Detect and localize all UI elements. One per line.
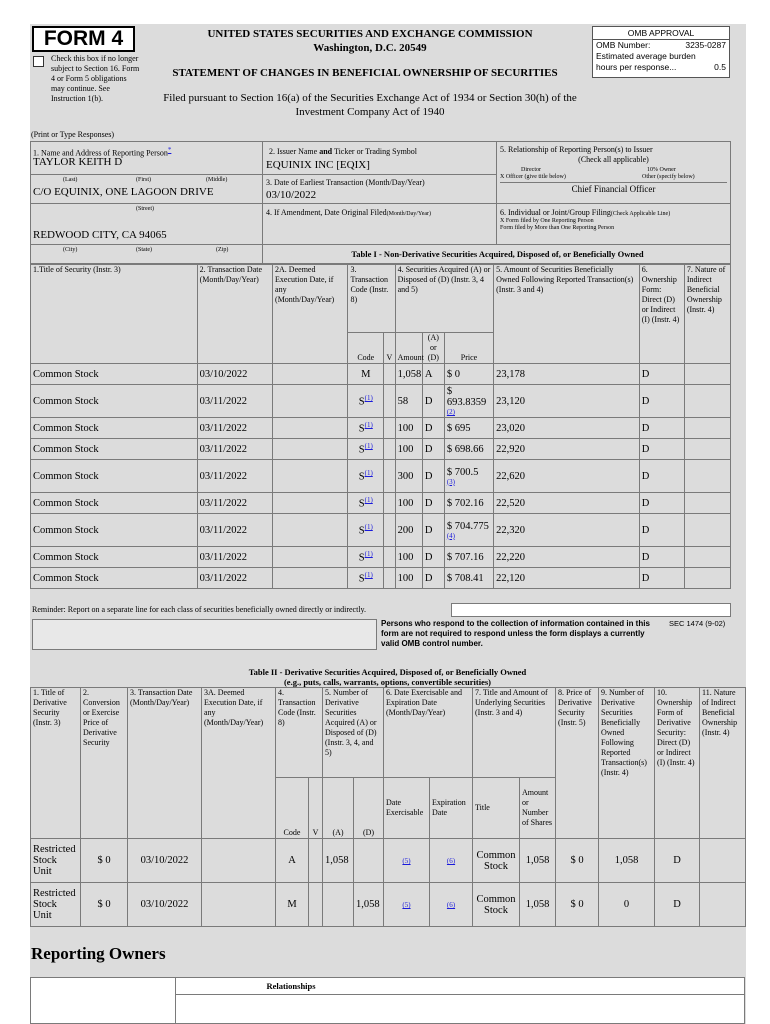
t1-security-title: Common Stock (31, 493, 198, 514)
t1-ad: D (422, 514, 444, 547)
issuer-name: EQUINIX INC [EQIX] (266, 159, 370, 171)
t2-sub-exercisable: Date Exercisable (384, 778, 430, 839)
t2-underlying-amount: 1,058 (520, 883, 556, 927)
t1-sub-price: Price (444, 333, 493, 364)
t1-owned: 22,920 (494, 439, 640, 460)
t2-conversion-price: $ 0 (81, 839, 128, 883)
t1-deemed-date (273, 568, 348, 589)
t1-sub-code: Code (348, 333, 384, 364)
t2-security-title: Restricted Stock Unit (31, 883, 81, 927)
t1-nature (684, 385, 730, 418)
t1-owned: 22,220 (494, 547, 640, 568)
table1-non-derivative (30, 264, 731, 589)
ten-percent-owner-option[interactable]: 10% Owner (647, 167, 676, 173)
t1-price: $ 700.5 (446, 466, 479, 478)
t1-code-footnote[interactable]: (1) (364, 571, 373, 580)
t1-v (384, 385, 396, 418)
t1-nature (684, 439, 730, 460)
t1-code: S (358, 471, 365, 483)
t1-amount: 200 (395, 514, 422, 547)
reporting-owners-title: Reporting Owners (31, 944, 166, 963)
t1-nature (684, 364, 730, 385)
t1-code: S (358, 525, 365, 537)
box-reporting-person-address (30, 174, 263, 204)
amendment-label-small: (Month/Day/Year) (386, 211, 432, 217)
t2-v (309, 839, 323, 883)
t1-date: 03/10/2022 (197, 364, 272, 385)
t1-price-cell (444, 493, 493, 514)
filing-more-persons[interactable]: Form filed by More than One Reporting Person (500, 225, 615, 231)
t2-security-title: Restricted Stock Unit (31, 839, 81, 883)
t1-deemed-date (273, 418, 348, 439)
table1-title: Table I - Non-Derivative Securities Acquired, Disposed of, or Beneficially Owned (351, 249, 644, 259)
t1-ad: D (422, 547, 444, 568)
t1-code-cell (348, 568, 384, 589)
t1-price-cell (444, 514, 493, 547)
t2-expiration-cell (430, 839, 473, 883)
t2-sub-v: V (309, 778, 323, 839)
zip-label: (Zip) (216, 247, 229, 253)
t1-code-cell (348, 514, 384, 547)
agency-address: Washington, D.C. 20549 (313, 42, 427, 54)
t1-deemed-date (273, 547, 348, 568)
t1-code: S (358, 444, 365, 456)
reminder-blank-box (451, 603, 731, 617)
box-earliest-date (262, 174, 497, 204)
t2-header-number: 5. Number of Derivative Securities Acquired (A) or Disposed of (D) (Instr. 3, 4, and 5) (323, 688, 384, 778)
t1-ownership-form: D (639, 439, 684, 460)
t2-expiration-cell (430, 883, 473, 927)
form-title: FORM 4 (32, 26, 135, 52)
t2-disposed: 1,058 (354, 883, 384, 927)
filing-one-person[interactable]: X Form filed by One Reporting Person (500, 218, 594, 224)
t2-ownership-form: D (655, 839, 700, 883)
t1-ad: D (422, 418, 444, 439)
t2-derivative-price: $ 0 (556, 883, 599, 927)
t1-body (31, 364, 731, 589)
t2-header-code: 4. Transaction Code (Instr. 8) (276, 688, 323, 778)
t1-code-cell (348, 460, 384, 493)
t2-underlying-amount: 1,058 (520, 839, 556, 883)
t1-code-footnote[interactable]: (1) (364, 394, 373, 403)
t1-amount: 100 (395, 568, 422, 589)
t1-amount: 100 (395, 547, 422, 568)
t1-security-title: Common Stock (31, 439, 198, 460)
t1-nature (684, 460, 730, 493)
street-label: (Street) (136, 206, 154, 212)
omb-burden-label: Estimated average burden (596, 51, 696, 61)
t1-code: S (358, 552, 365, 564)
table2-subtitle: (e.g., puts, calls, warrants, options, convertible securities) (283, 677, 492, 687)
t1-security-title: Common Stock (31, 418, 198, 439)
t1-price-cell (444, 385, 493, 418)
t2-header-conversion: 2. Conversion or Exercise Price of Derivative Security (81, 688, 128, 839)
t2-sub-d: (D) (354, 778, 384, 839)
t2-owned: 0 (599, 883, 655, 927)
t1-owned: 23,178 (494, 364, 640, 385)
t2-acquired: 1,058 (323, 839, 354, 883)
t1-price-footnote[interactable]: (4) (446, 531, 456, 540)
t2-header-underlying: 7. Title and Amount of Underlying Securities (Instr. 3 and 4) (473, 688, 556, 778)
t2-sub-title: Title (473, 778, 520, 839)
t1-ownership-form: D (639, 547, 684, 568)
omb-number: 3235-0287 (685, 40, 726, 50)
t1-header-acquired: 4. Securities Acquired (A) or Disposed of (D) (Instr. 3, 4 and 5) (395, 265, 494, 333)
t1-deemed-date (273, 514, 348, 547)
omb-title: OMB APPROVAL (593, 27, 729, 40)
t2-nature (700, 839, 746, 883)
t1-date: 03/11/2022 (197, 514, 272, 547)
t1-price: $ 693.8359 (446, 386, 487, 408)
reporting-person-city: REDWOOD CITY, CA 94065 (33, 229, 167, 241)
t1-code-footnote[interactable]: (1) (364, 442, 373, 451)
last-label: (Last) (63, 177, 78, 183)
city-label: (City) (63, 247, 78, 253)
print-type-note: (Print or Type Responses) (31, 130, 115, 139)
issuer-label-post: Ticker or Trading Symbol (332, 147, 418, 156)
t2-header-deemed: 3A. Deemed Execution Date, if any (Month/Day/Year) (202, 688, 276, 839)
t1-owned: 23,120 (494, 385, 640, 418)
t1-date: 03/11/2022 (197, 418, 272, 439)
t1-v (384, 514, 396, 547)
t1-code: S (358, 573, 365, 585)
t1-amount: 58 (395, 385, 422, 418)
t1-sub-amount: Amount (395, 333, 422, 364)
relationship-sub: (Check all applicable) (578, 155, 649, 164)
t1-amount: 300 (395, 460, 422, 493)
table1-title-box (262, 244, 731, 264)
first-label: (First) (136, 177, 151, 183)
omb-number-label: OMB Number: (596, 40, 651, 50)
t2-underlying-title: Common Stock (473, 883, 520, 927)
t2-sub-amount: Amount or Number of Shares (520, 778, 556, 839)
t1-security-title: Common Stock (31, 568, 198, 589)
t1-ad: D (422, 493, 444, 514)
t2-code: M (276, 883, 309, 927)
t1-row (31, 364, 731, 385)
t2-body (31, 839, 746, 927)
omb-hours-label: hours per response... (596, 62, 677, 72)
t2-sub-code: Code (276, 778, 309, 839)
t1-ad: D (422, 568, 444, 589)
t1-nature (684, 547, 730, 568)
filed-pursuant: Filed pursuant to Section 16(a) of the Securities Exchange Act of 1934 or Section 30(h) of the Investment Company Act of 1940 (163, 92, 577, 118)
t1-price-footnote[interactable]: (2) (446, 408, 456, 416)
box-reporting-person-name (30, 141, 263, 175)
t1-row (31, 460, 731, 493)
t1-code-cell (348, 547, 384, 568)
officer-title: Chief Financial Officer (571, 184, 656, 194)
t2-date: 03/10/2022 (128, 839, 202, 883)
checkbox-note: Check this box if no longer subject to Section 16. Form 4 or Form 5 obligations may continue. See Instruction 1(b). (51, 54, 140, 103)
t1-row (31, 439, 731, 460)
reporting-person-address: C/O EQUINIX, ONE LAGOON DRIVE (33, 186, 214, 198)
t1-v (384, 568, 396, 589)
t2-row (31, 883, 746, 927)
t1-price-cell (444, 439, 493, 460)
t1-code-cell (348, 364, 384, 385)
reporting-owners-relationships-body (175, 994, 745, 1024)
t1-ownership-form: D (639, 385, 684, 418)
earliest-date: 03/10/2022 (266, 189, 317, 201)
t2-expiration-footnote[interactable]: (6) (446, 901, 456, 909)
t2-expiration-footnote[interactable]: (6) (446, 857, 456, 865)
t1-amount: 100 (395, 418, 422, 439)
agency-heading (180, 27, 560, 55)
t2-exercisable-cell (384, 839, 430, 883)
t1-row (31, 547, 731, 568)
t2-ownership-form: D (655, 883, 700, 927)
t2-header-price: 8. Price of Derivative Security (Instr. 5) (556, 688, 599, 839)
t1-code-footnote[interactable]: (1) (364, 550, 373, 559)
t1-price-cell (444, 568, 493, 589)
t1-ad: D (422, 460, 444, 493)
t1-header-nature: 7. Nature of Indirect Beneficial Ownership (Instr. 4) (684, 265, 730, 364)
t1-nature (684, 514, 730, 547)
t1-price-cell (444, 364, 493, 385)
t1-ownership-form: D (639, 460, 684, 493)
box-amendment (262, 203, 497, 245)
middle-label: (Middle) (206, 177, 228, 183)
t1-date: 03/11/2022 (197, 547, 272, 568)
t1-sub-ad: (A) or (D) (422, 333, 444, 364)
t1-code: M (361, 368, 371, 380)
reminder-text: Reminder: Report on a separate line for each class of securities beneficially owned directly or indirectly. (32, 605, 367, 614)
t2-date: 03/10/2022 (128, 883, 202, 927)
t1-price-cell (444, 547, 493, 568)
filing-label-small: (Check Applicable Line) (610, 211, 671, 217)
t2-header-ownership: 10. Ownership Form of Derivative Security: Direct (D) or Indirect (I) (Instr. 4) (655, 688, 700, 839)
issuer-label-pre: 2. Issuer Name (269, 147, 320, 156)
t1-price: $ 702.16 (446, 497, 484, 509)
t1-deemed-date (273, 460, 348, 493)
t1-security-title: Common Stock (31, 364, 198, 385)
t1-row (31, 568, 731, 589)
t1-date: 03/11/2022 (197, 568, 272, 589)
t1-price: $ 0 (446, 368, 460, 380)
t1-owned: 22,520 (494, 493, 640, 514)
t2-disposed (354, 839, 384, 883)
t1-code: S (358, 498, 365, 510)
t1-security-title: Common Stock (31, 547, 198, 568)
t1-sub-v: V (384, 333, 396, 364)
t1-code-footnote[interactable]: (1) (364, 523, 373, 532)
table2-title: Table II - Derivative Securities Acquired, Disposed of, or Beneficially Owned (248, 667, 527, 677)
box-filing (496, 203, 731, 245)
t1-header-ownership: 6. Ownership Form: Direct (D) or Indirect (I) (Instr. 4) (639, 265, 684, 364)
t1-code-footnote[interactable]: (1) (364, 469, 373, 478)
t1-code-footnote[interactable]: (1) (364, 421, 373, 430)
filing-label: 6. Individual or Joint/Group Filing (500, 208, 611, 217)
t1-code-cell (348, 385, 384, 418)
t1-ownership-form: D (639, 364, 684, 385)
t1-owned: 23,020 (494, 418, 640, 439)
omb-approval-box (592, 26, 730, 78)
t1-ad: D (422, 439, 444, 460)
t1-price: $ 695 (446, 422, 471, 434)
t1-date: 03/11/2022 (197, 385, 272, 418)
t1-date: 03/11/2022 (197, 493, 272, 514)
t1-price: $ 708.41 (446, 572, 484, 584)
relationships-label: Relationships (266, 981, 316, 991)
t2-header-exercisable: 6. Date Exercisable and Expiration Date (Month/Day/Year) (384, 688, 473, 778)
statement-heading: STATEMENT OF CHANGES IN BENEFICIAL OWNERSHIP OF SECURITIES (172, 67, 558, 79)
t1-ownership-form: D (639, 568, 684, 589)
t2-deemed-date (202, 883, 276, 927)
t1-deemed-date (273, 439, 348, 460)
t1-security-title: Common Stock (31, 514, 198, 547)
t1-security-title: Common Stock (31, 460, 198, 493)
t2-code: A (276, 839, 309, 883)
t1-code-cell (348, 439, 384, 460)
box-relationship (496, 141, 731, 204)
box-city-state-zip-labels (30, 244, 263, 264)
t1-header-date: 2. Transaction Date (Month/Day/Year) (197, 265, 272, 364)
t2-derivative-price: $ 0 (556, 839, 599, 883)
t1-ad: D (422, 385, 444, 418)
t2-exercisable-cell (384, 883, 430, 927)
reporting-person-asterisk[interactable]: * (167, 146, 172, 154)
t2-owned: 1,058 (599, 839, 655, 883)
reporting-owners-name-cell (30, 977, 176, 1024)
t1-price: $ 707.16 (446, 551, 484, 563)
t1-date: 03/11/2022 (197, 439, 272, 460)
t2-sub-a: (A) (323, 778, 354, 839)
table2-derivative (30, 687, 746, 927)
omb-notice: Persons who respond to the collection of information contained in this form are not required to respond unless the form displays a currently valid OMB control number. (381, 619, 650, 648)
t1-deemed-date (273, 385, 348, 418)
issuer-label-and: and (319, 147, 333, 156)
t1-code-cell (348, 418, 384, 439)
t2-exercisable-footnote[interactable]: (5) (402, 857, 411, 865)
t2-nature (700, 883, 746, 927)
box-reporting-person-city (30, 203, 263, 245)
t1-owned: 22,620 (494, 460, 640, 493)
t1-header-deemed: 2A. Deemed Execution Date, if any (Month/Day/Year) (273, 265, 348, 364)
t1-code-footnote[interactable]: (1) (364, 496, 373, 505)
t2-exercisable-footnote[interactable]: (5) (402, 901, 411, 909)
t1-v (384, 493, 396, 514)
omb-hours: 0.5 (714, 62, 726, 72)
reporting-owners-relationships-header (175, 977, 745, 995)
t1-amount: 100 (395, 439, 422, 460)
t1-ownership-form: D (639, 514, 684, 547)
t1-owned: 22,320 (494, 514, 640, 547)
t1-deemed-date (273, 364, 348, 385)
t1-security-title: Common Stock (31, 385, 198, 418)
t1-code-cell (348, 493, 384, 514)
t1-nature (684, 418, 730, 439)
t1-date: 03/11/2022 (197, 460, 272, 493)
sec-code: SEC 1474 (9-02) (669, 619, 726, 628)
t1-header-code: 3. Transaction Code (Instr. 8) (348, 265, 395, 333)
t1-v (384, 547, 396, 568)
t1-price: $ 704.775 (446, 520, 489, 532)
state-label: (State) (136, 247, 152, 253)
director-option[interactable]: Director (521, 167, 541, 173)
box-issuer (262, 141, 497, 175)
t1-header-amount-owned: 5. Amount of Securities Beneficially Owned Following Reported Transaction(s) (Instr. 3 and 4) (494, 265, 640, 364)
officer-option[interactable]: X Officer (give title below) (500, 174, 566, 180)
earliest-date-label: 3. Date of Earliest Transaction (Month/Day/Year) (266, 178, 425, 187)
t1-price: $ 698.66 (446, 443, 484, 455)
t2-sub-expiration: Expiration Date (430, 778, 473, 839)
reporting-person-label: 1. Name and Address of Reporting Person (33, 148, 168, 158)
t1-ownership-form: D (639, 493, 684, 514)
t1-code: S (358, 423, 365, 435)
t1-price-footnote[interactable]: (3) (446, 477, 456, 486)
reporting-person-name: TAYLOR KEITH D (33, 156, 123, 168)
t1-deemed-date (273, 493, 348, 514)
t2-underlying-title: Common Stock (473, 839, 520, 883)
other-option[interactable]: Other (specify below) (642, 174, 695, 180)
t1-v (384, 364, 396, 385)
t2-header-date: 3. Transaction Date (Month/Day/Year) (128, 688, 202, 839)
t1-price-cell (444, 460, 493, 493)
t1-amount: 100 (395, 493, 422, 514)
t1-row (31, 418, 731, 439)
t2-acquired (323, 883, 354, 927)
t1-owned: 22,120 (494, 568, 640, 589)
t1-v (384, 439, 396, 460)
t1-amount: 1,058 (395, 364, 422, 385)
t1-row (31, 493, 731, 514)
t2-deemed-date (202, 839, 276, 883)
notice-blank-box (32, 619, 377, 650)
t1-ownership-form: D (639, 418, 684, 439)
t1-v (384, 460, 396, 493)
t2-v (309, 883, 323, 927)
t1-nature (684, 493, 730, 514)
t2-row (31, 839, 746, 883)
t1-v (384, 418, 396, 439)
t1-code: S (358, 396, 365, 408)
t1-row (31, 385, 731, 418)
agency-name: UNITED STATES SECURITIES AND EXCHANGE COMMISSION (207, 28, 533, 40)
t1-row (31, 514, 731, 547)
t1-ad: A (422, 364, 444, 385)
amendment-label: 4. If Amendment, Date Original Filed (266, 208, 387, 217)
t1-price-cell (444, 418, 493, 439)
t2-header-owned: 9. Number of Derivative Securities Beneficially Owned Following Reported Transaction(s) (Instr. 4) (599, 688, 655, 839)
t2-header-nature: 11. Nature of Indirect Beneficial Ownership (Instr. 4) (700, 688, 746, 839)
t1-nature (684, 568, 730, 589)
no-longer-subject-checkbox[interactable] (33, 56, 44, 67)
t2-conversion-price: $ 0 (81, 883, 128, 927)
t2-header-title: 1. Title of Derivative Security (Instr. 3) (31, 688, 81, 839)
t1-header-title: 1.Title of Security (Instr. 3) (31, 265, 198, 364)
relationship-label: 5. Relationship of Reporting Person(s) to Issuer (500, 145, 653, 154)
